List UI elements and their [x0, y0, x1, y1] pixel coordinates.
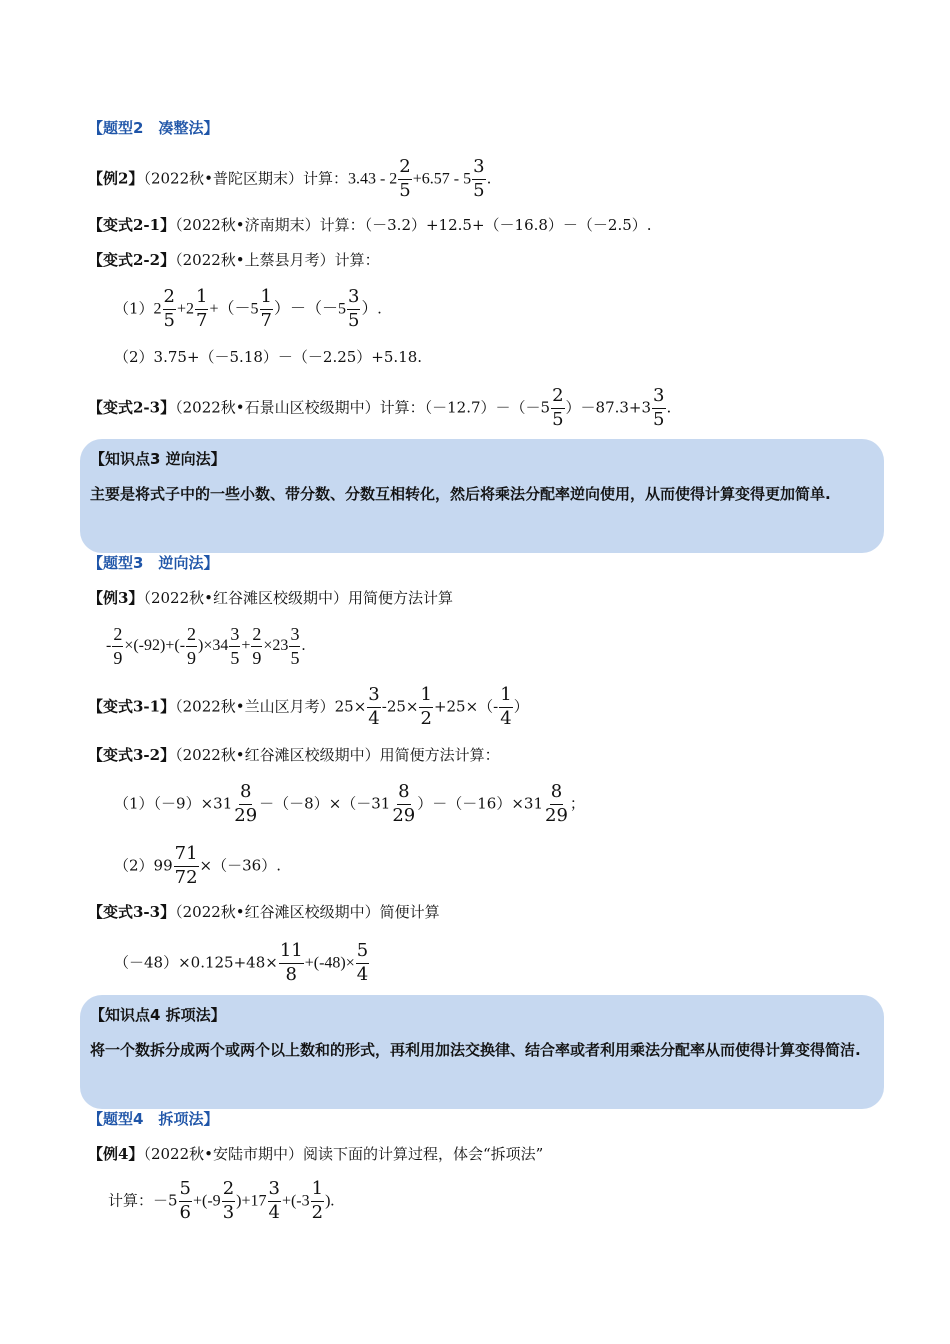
fraction: $\frac{3}{5}$: [473, 156, 485, 201]
example3-expr: - $\frac{2}{9}$ ×(-92)+(- $\frac{2}{9}$ )×34 $\frac{3}{5}$ + $\frac{2}{9}$ ×23 $\frac{3}{5}$ .: [106, 624, 306, 668]
type2-title: 【题型2 凑整法】: [88, 119, 219, 137]
variant-text: （2022秋•济南期末）计算：（－3.2）+12.5+（－16.8）－（－2.5）.: [175, 216, 652, 234]
variant-2-2: [88, 253, 380, 268]
variant-3-3-expr: （－48）×0.125+48× $\frac{11}{8}$ +(-48)× $\frac{5}{4}$: [114, 940, 369, 985]
expr: 3.43 - 2: [347, 170, 398, 188]
variant-text: （2022秋•上蔡县月考）计算：: [175, 251, 380, 269]
knowledge-box-4: [80, 995, 884, 1109]
example3: 【例3】（2022秋•红谷滩区校级期中）用简便方法计算: [88, 589, 453, 607]
variant-label: 【变式2-1】: [88, 216, 176, 234]
type3-title: 【题型3 逆向法】: [88, 554, 219, 572]
example2-label: 【例2】: [88, 169, 144, 188]
variant-3-2: 【变式3-2】（2022秋•红谷滩区校级期中）用简便方法计算：: [88, 746, 500, 764]
variant-3-1: 【变式3-1】（2022秋•兰山区月考）25× $\frac{3}{4}$ -25× $\frac{1}{2}$ +25×（- $\frac{1}{4}$ ）: [88, 684, 529, 729]
knowledge-title: 【知识点3 逆向法】: [90, 450, 226, 468]
variant-3-2-part2: （2）99 $\frac{71}{72}$ ×（－36）.: [114, 843, 281, 888]
example4: 【例4】（2022秋•安陆市期中）阅读下面的计算过程，体会“拆项法”: [88, 1145, 544, 1163]
expr: +6.57 - 5: [412, 170, 472, 188]
variant-3-3: 【变式3-3】（2022秋•红谷滩区校级期中）简便计算: [88, 903, 440, 921]
knowledge-title: 【知识点4 拆项法】: [90, 1006, 226, 1024]
knowledge-body: 将一个数拆分成两个或两个以上数和的形式，再利用加法交换律、结合率或者利用乘法分配率从而使得计算变得简洁.: [90, 1041, 861, 1059]
type4-title: 【题型4 拆项法】: [88, 1110, 219, 1128]
variant-3-2-part1: （1）（－9）×31 $\frac{8}{29}$ －（－8）×（－31 $\frac{8}{29}$ ）－（－16）×31 $\frac{8}{29}$ ；: [114, 781, 585, 826]
variant-2-2-part1: （1）2 $\frac{2}{5}$ +2 $\frac{1}{7}$ +（－5 $\frac{1}{7}$ ）－（－5 $\frac{3}{5}$ ）.: [114, 286, 382, 331]
variant-2-3: 【变式2-3】（2022秋•石景山区校级期中）计算：（－12.7）－（－5 $\frac{2}{5}$ ）－87.3+3 $\frac{3}{5}$ .: [88, 385, 672, 430]
fraction: $\frac{2}{5}$: [399, 156, 411, 201]
variant-2-2-part2: （2）3.75+（－5.18）－（－2.25）+5.18.: [114, 348, 423, 366]
example2-source: （2022秋•普陀区期末）计算：: [143, 169, 348, 188]
variant-label: 【变式2-2】: [88, 251, 176, 269]
example4-expr: 计算：－5 $\frac{5}{6}$ +(-9 $\frac{2}{3}$ )+17 $\frac{3}{4}$ +(-3 $\frac{1}{2}$ ).: [108, 1178, 335, 1223]
example2: 【例2】（2022秋•普陀区期末）计算：3.43 - 2 $\frac{2}{5}$ +6.57 - 5 $\frac{3}{5}$ .: [88, 156, 492, 201]
knowledge-body: 主要是将式子中的一些小数、带分数、分数互相转化，然后将乘法分配率逆向使用，从而使得计算变得更加简单.: [90, 485, 831, 503]
knowledge-box-3: [80, 439, 884, 553]
variant-2-1: [88, 218, 652, 233]
